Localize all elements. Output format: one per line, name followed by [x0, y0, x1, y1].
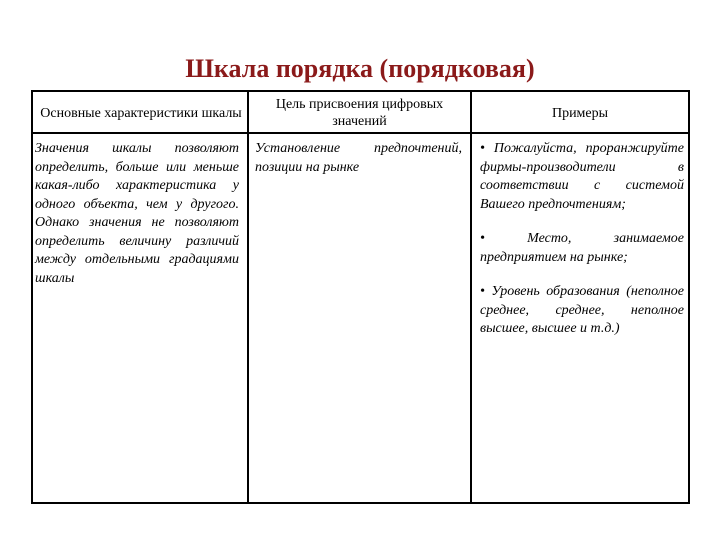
header-purpose: Цель присвоения цифровых значений [275, 97, 444, 129]
cell-examples [480, 140, 684, 339]
cell-characteristics: Значения шкалы позволяют определить, больше или меньше какая-либо характеристика у одного объекта, чем у другого. Однако значения не позволяют определить величину различий между отдельными градациями шкалы [35, 141, 239, 286]
example-item: • Место, занимаемое предприятием на рынке; [480, 231, 684, 265]
header-examples: Примеры [551, 105, 609, 121]
cell-purpose: Установление предпочтений, позиции на рынке [255, 141, 462, 175]
column-divider-2 [470, 92, 472, 502]
header-characteristics: Основные характеристики шкалы [40, 105, 242, 121]
slide-title: Шкала порядка (порядковая) [185, 54, 535, 83]
example-item: • Уровень образования (неполное среднее, среднее, неполное высшее, высшее и т.д.) [480, 284, 684, 336]
column-divider-1 [247, 92, 249, 502]
example-item: • Пожалуйста, проранжируйте фирмы-производители в соответствии с системой Вашего предпочтениям; [480, 141, 684, 212]
header-divider [33, 132, 688, 134]
scale-table [31, 90, 690, 504]
